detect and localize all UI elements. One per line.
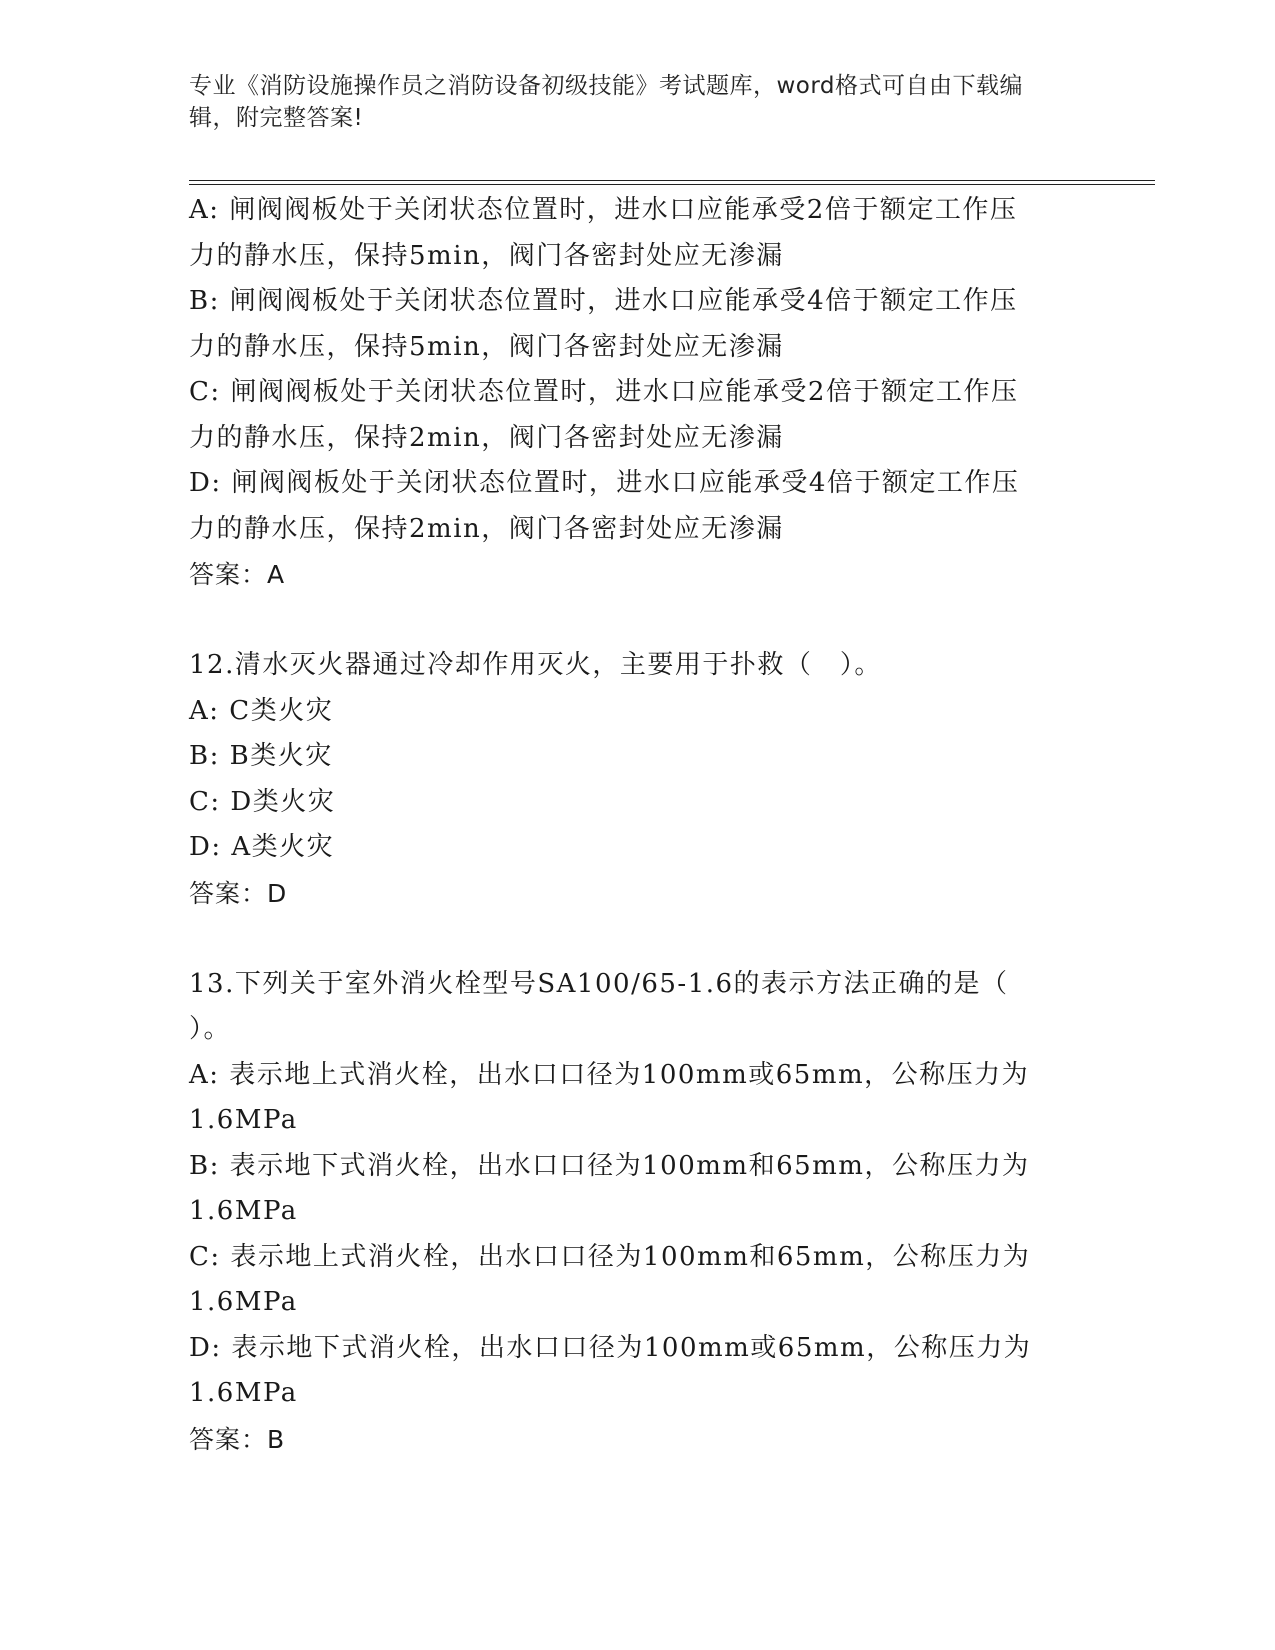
q13-answer: 答案：B (189, 1424, 286, 1454)
q13-option-c-line-2: 1.6MPa (189, 1287, 298, 1317)
q11-option-d-line-1: D: 闸阀阀板处于关闭状态位置时，进水口应能承受4倍于额定工作压 (189, 468, 1020, 498)
q11-answer: 答案：A (189, 560, 286, 589)
header-line-2: 辑，附完整答案! (189, 105, 364, 131)
q12-option-b: B: B类火灾 (189, 741, 333, 771)
q12-option-d: D: A类火灾 (189, 832, 335, 862)
q12-question: 12.清水灭火器通过冷却作用灭火，主要用于扑救（ ）。 (189, 650, 882, 680)
spacer (189, 916, 1089, 962)
q11-option-b-line-2: 力的静水压，保持5min，阀门各密封处应无渗漏 (189, 331, 784, 362)
spacer (189, 598, 1089, 644)
question-11-options (189, 188, 1089, 552)
q12-option-a: A: C类火灾 (189, 695, 334, 726)
q11-option-d-line-2: 力的静水压，保持2min，阀门各密封处应无渗漏 (189, 513, 784, 544)
q12-answer: 答案：D (189, 878, 288, 908)
q13-option-d-line-1: D: 表示地下式消火栓，出水口口径为100mm或65mm，公称压力为 (189, 1332, 1032, 1363)
q12-option-c: C: D类火灾 (189, 786, 336, 817)
header-divider-bottom (189, 184, 1155, 185)
q13-question-line-2: ）。 (189, 1014, 232, 1044)
document-header (189, 70, 1089, 134)
header-line-1: 专业《消防设施操作员之消防设备初级技能》考试题库，word格式可自由下载编 (189, 73, 1024, 99)
header-divider-top (189, 180, 1155, 181)
q11-option-c-line-1: C: 闸阀阀板处于关闭状态位置时，进水口应能承受2倍于额定工作压 (189, 377, 1019, 407)
q11-option-c-line-2: 力的静水压，保持2min，阀门各密封处应无渗漏 (189, 422, 784, 453)
q13-option-a-line-2: 1.6MPa (189, 1105, 298, 1135)
q13-option-c-line-1: C: 表示地上式消火栓，出水口口径为100mm和65mm，公称压力为 (189, 1241, 1031, 1272)
question-content (189, 188, 1089, 1462)
q13-option-b-line-1: B: 表示地下式消火栓，出水口口径为100mm和65mm，公称压力为 (189, 1150, 1030, 1181)
q11-option-a-line-1: A: 闸阀阀板处于关闭状态位置时，进水口应能承受2倍于额定工作压 (189, 195, 1018, 225)
q11-option-b-line-1: B: 闸阀阀板处于关闭状态位置时，进水口应能承受4倍于额定工作压 (189, 286, 1018, 316)
q13-question-line-1: 13.下列关于室外消火栓型号SA100/65-1.6的表示方法正确的是（ (189, 968, 1009, 999)
q13-option-a-line-1: A: 表示地上式消火栓，出水口口径为100mm或65mm，公称压力为 (189, 1059, 1030, 1090)
q13-option-b-line-2: 1.6MPa (189, 1196, 298, 1226)
q11-option-a-line-2: 力的静水压，保持5min，阀门各密封处应无渗漏 (189, 240, 784, 271)
q13-option-d-line-2: 1.6MPa (189, 1378, 298, 1408)
